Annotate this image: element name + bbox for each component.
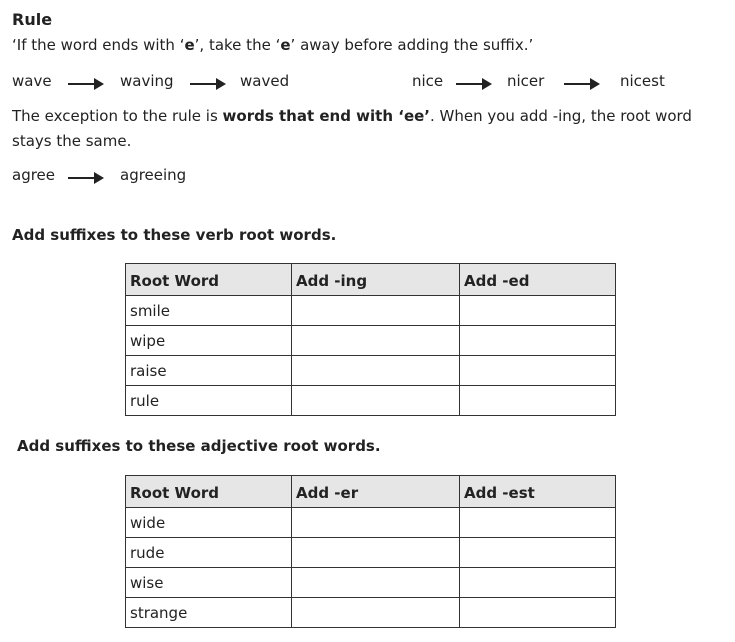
root-word-cell: rule — [126, 386, 292, 416]
table-row — [126, 568, 616, 598]
exception-text-part: . When you add -ing, the root word stays the same. — [12, 107, 692, 150]
answer-cell[interactable] — [292, 356, 460, 386]
exception-text — [12, 104, 734, 154]
rule-text-part: ’ away before adding the suffix.’ — [290, 36, 534, 54]
table-row — [126, 538, 616, 568]
answer-cell[interactable] — [292, 386, 460, 416]
root-word-cell: smile — [126, 296, 292, 326]
header-root-word: Root Word — [126, 476, 292, 508]
table-row — [126, 598, 616, 628]
answer-cell[interactable] — [460, 538, 616, 568]
table-header-row — [126, 476, 616, 508]
answer-cell[interactable] — [460, 598, 616, 628]
header-add-er: Add -er — [292, 476, 460, 508]
answer-cell[interactable] — [292, 326, 460, 356]
arrow-icon — [68, 177, 102, 179]
example-word-wave: wave — [12, 72, 52, 90]
answer-cell[interactable] — [460, 356, 616, 386]
exception-bold: words that end with ‘ee’ — [222, 107, 430, 125]
table-row — [126, 326, 616, 356]
table-row — [126, 508, 616, 538]
root-word-cell: strange — [126, 598, 292, 628]
rule-title: Rule — [12, 10, 53, 29]
example-word-waved: waved — [240, 72, 290, 90]
root-word-cell: wise — [126, 568, 292, 598]
answer-cell[interactable] — [292, 508, 460, 538]
adjective-section-heading: Add suffixes to these adjective root words. — [17, 437, 381, 455]
root-word-cell: wide — [126, 508, 292, 538]
rule-text-e: e — [280, 36, 291, 54]
header-add-ed: Add -ed — [460, 264, 616, 296]
verb-table — [125, 263, 616, 416]
answer-cell[interactable] — [292, 598, 460, 628]
adjective-table — [125, 475, 616, 628]
answer-cell[interactable] — [292, 568, 460, 598]
root-word-cell: raise — [126, 356, 292, 386]
rule-text-part: ‘If the word ends with ‘ — [12, 36, 185, 54]
table-row — [126, 296, 616, 326]
example-word-nicest: nicest — [620, 72, 665, 90]
answer-cell[interactable] — [292, 296, 460, 326]
arrow-icon — [190, 83, 224, 85]
header-add-ing: Add -ing — [292, 264, 460, 296]
example-word-waving: waving — [120, 72, 174, 90]
answer-cell[interactable] — [460, 296, 616, 326]
example-word-agreeing: agreeing — [120, 166, 187, 184]
answer-cell[interactable] — [460, 386, 616, 416]
arrow-icon — [564, 83, 598, 85]
example-word-nice: nice — [412, 72, 444, 90]
verb-section-heading: Add suffixes to these verb root words. — [12, 226, 337, 244]
table-header-row — [126, 264, 616, 296]
answer-cell[interactable] — [292, 538, 460, 568]
table-row — [126, 386, 616, 416]
answer-cell[interactable] — [460, 568, 616, 598]
header-root-word: Root Word — [126, 264, 292, 296]
example-word-agree: agree — [12, 166, 56, 184]
answer-cell[interactable] — [460, 508, 616, 538]
header-add-est: Add -est — [460, 476, 616, 508]
example-word-nicer: nicer — [507, 72, 545, 90]
root-word-cell: wipe — [126, 326, 292, 356]
arrow-icon — [68, 83, 102, 85]
rule-text-e: e — [184, 36, 195, 54]
exception-text-part: The exception to the rule is — [12, 107, 223, 125]
root-word-cell: rude — [126, 538, 292, 568]
rule-text-part: ’, take the ‘ — [194, 36, 281, 54]
table-row — [126, 356, 616, 386]
answer-cell[interactable] — [460, 326, 616, 356]
arrow-icon — [456, 83, 490, 85]
rule-text — [12, 36, 533, 54]
